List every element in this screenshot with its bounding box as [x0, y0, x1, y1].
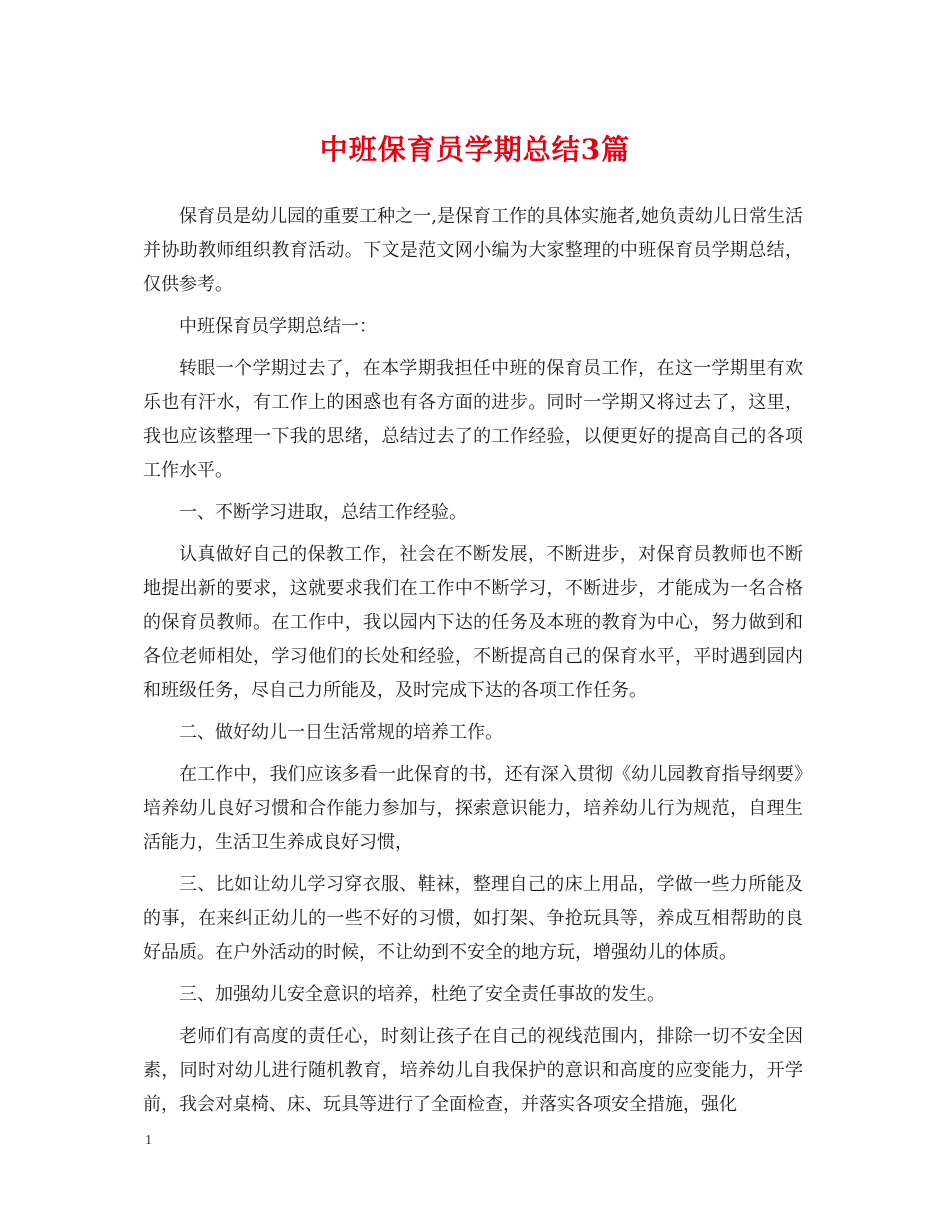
- intro-paragraph: 保育员是幼儿园的重要工种之一,是保育工作的具体实施者,她负责幼儿日常生活并协助教师组织教育活动。下文是范文网小编为大家整理的中班保育员学期总结，仅供参考。: [143, 206, 803, 295]
- page-number: 1: [145, 1133, 152, 1148]
- section-heading: 一、不断学习进取，总结工作经验。: [179, 502, 467, 523]
- body-paragraph: 在工作中，我们应该多看一此保育的书，还有深入贯彻《幼儿园教育指导纲要》培养幼儿良好习惯和合作能力参加与，探索意识能力，培养幼儿行为规范，自理生活能力，生活卫生养成良好习惯，: [143, 764, 803, 853]
- body-paragraph: 认真做好自己的保教工作，社会在不断发展，不断进步，对保育员教师也不断地提出新的要求，这就要求我们在工作中不断学习，不断进步，才能成为一名合格的保育员教师。在工作中，我以园内下达的任务及本班的教育为中心，努力做到和各位老师相处，学习他们的长处和经验，不断提高自己的保育水平，平时遇到园内和班级任务，尽自己力所能及，及时完成下达的各项工作任务。: [143, 544, 803, 701]
- section-heading: 三、加强幼儿安全意识的培养，杜绝了安全责任事故的发生。: [179, 984, 665, 1005]
- section-heading-summary-one: 中班保育员学期总结一：: [179, 316, 377, 337]
- body-paragraph: 老师们有高度的责任心，时刻让孩子在自己的视线范围内，排除一切不安全因素，同时对幼儿进行随机教育，培养幼儿自我保护的意识和高度的应变能力，开学前，我会对桌椅、床、玩具等进行了全面检查，并落实各项安全措施，强化: [143, 1026, 803, 1115]
- document-title: 中班保育员学期总结3篇: [319, 133, 631, 166]
- body-paragraph: 转眼一个学期过去了，在本学期我担任中班的保育员工作，在这一学期里有欢乐也有汗水，有工作上的困惑也有各方面的进步。同时一学期又将过去了，这里，我也应该整理一下我的思绪，总结过去了的工作经验，以便更好的提高自己的各项工作水平。: [143, 358, 803, 481]
- document-body: [143, 200, 803, 1130]
- section-heading: 二、做好幼儿一日生活常规的培养工作。: [179, 722, 503, 743]
- body-paragraph: 三、比如让幼儿学习穿衣服、鞋袜，整理自己的床上用品，学做一些力所能及的事，在来纠正幼儿的一些不好的习惯，如打架、争抢玩具等，养成互相帮助的良好品质。在户外活动的时候，不让幼到不安全的地方玩，增强幼儿的体质。: [143, 874, 803, 963]
